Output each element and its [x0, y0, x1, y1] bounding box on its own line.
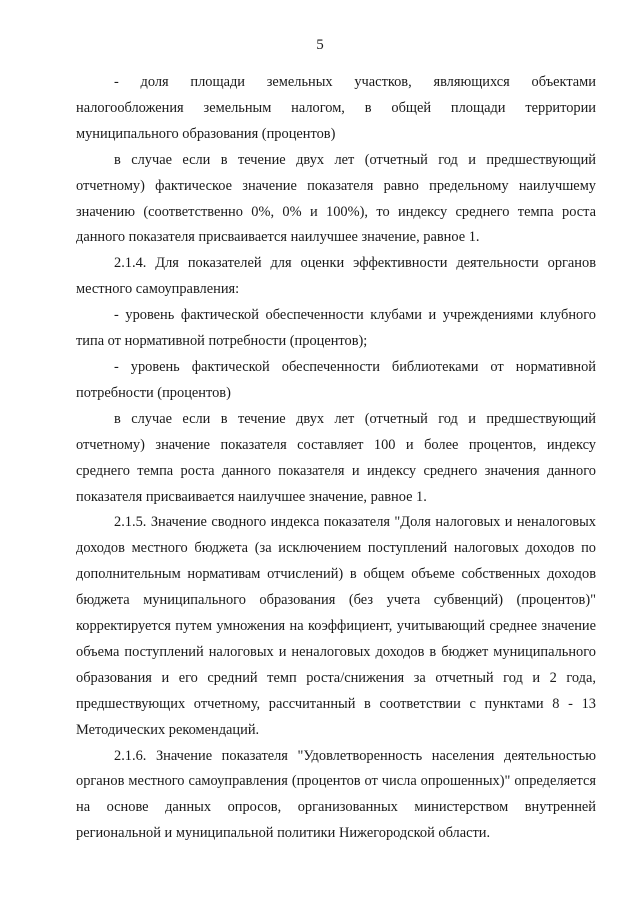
paragraph-land-share-indicator: - доля площади земельных участков, являющихся объектами налогообложения земельным налогом, в общей площади территории муниципального образования (процентов) — [76, 74, 596, 142]
paragraph-libraries-indicator: - уровень фактической обеспеченности библиотеками от нормативной потребности (процентов) — [76, 358, 596, 401]
paragraph-best-value-rule-1: в случае если в течение двух лет (отчетный год и предшествующий отчетному) фактическое значение показателя равно предельному наилучшему значению (соответственно 0%, 0% и 100%), то индексу среднего темпа роста данного показателя присваивается наилучшее значение, равное 1. — [76, 151, 596, 246]
paragraph-best-value-rule-2: в случае если в течение двух лет (отчетный год и предшествующий отчетному) значение показателя составляет 100 и более процентов, индексу среднего темпа роста данного показателя и индексу среднего значения данного показателя присваивается наилучшее значение, равное 1. — [76, 410, 596, 505]
paragraph-clubs-indicator: - уровень фактической обеспеченности клубами и учреждениями клубного типа от нормативной потребности (процентов); — [76, 307, 596, 350]
paragraph-section-2-1-4: 2.1.4. Для показателей для оценки эффективности деятельности органов местного самоуправления: — [76, 255, 596, 298]
paragraph-section-2-1-6: 2.1.6. Значение показателя "Удовлетворенность населения деятельностью органов местного самоуправления (процентов от числа опрошенных)" определяется на основе данных опросов, организованных министерством внутренней региональной и муниципальной политики Нижегородской области. — [76, 747, 596, 842]
document-body — [76, 70, 596, 847]
page-number: 5 — [316, 37, 324, 53]
paragraph-section-2-1-5: 2.1.5. Значение сводного индекса показателя "Доля налоговых и неналоговых доходов местного бюджета (за исключением поступлений налоговых доходов по дополнительным нормативам отчислений) в общем объеме собственных доходов бюджета муниципального образования (без учета субвенций) (процентов)" корректируется путем умножения на коэффициент, учитывающий среднее значение объема поступлений налоговых и неналоговых доходов в бюджет муниципального образования и его средний темп роста/снижения за отчетный год и 2 года, предшествующих отчетному, рассчитанный в соответствии с пунктами 8 - 13 Методических рекомендаций. — [76, 514, 596, 738]
